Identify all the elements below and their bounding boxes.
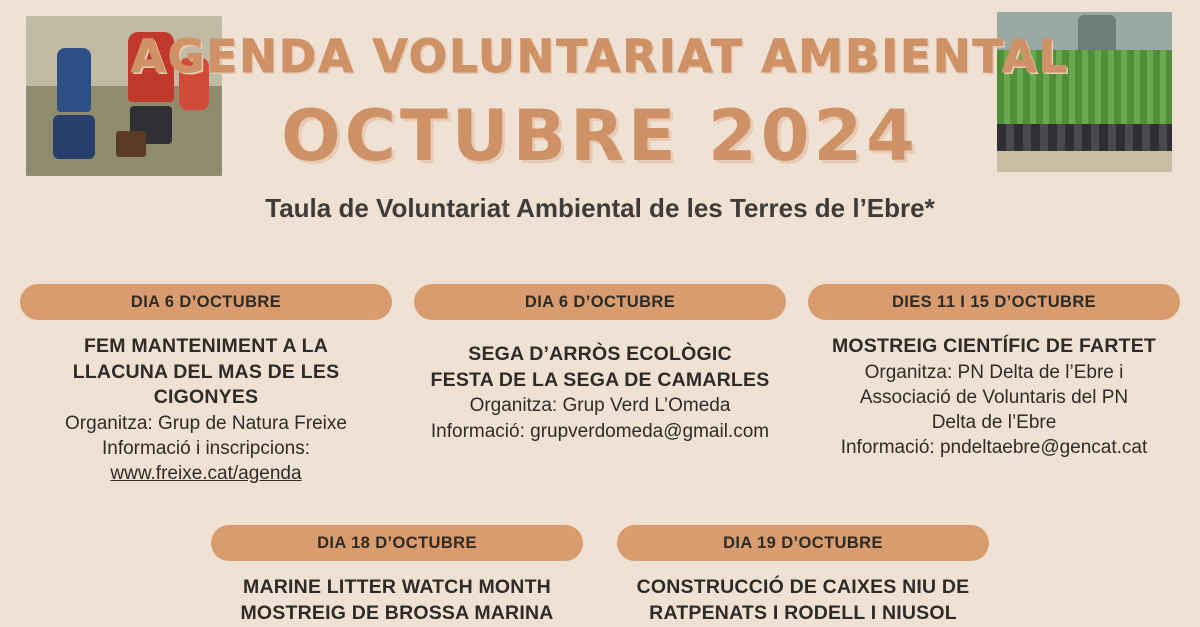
event-link[interactable]: www.freixe.cat/agenda	[110, 463, 302, 485]
event-date-badge: DIA 19 D’OCTUBRE	[617, 525, 989, 561]
event-title-line: FEM MANTENIMENT A LA	[83, 335, 329, 357]
event-date-badge: DIA 6 D’OCTUBRE	[414, 284, 786, 320]
events-row-1	[0, 284, 1200, 486]
event-details	[20, 334, 392, 486]
event-card	[211, 525, 583, 626]
event-date-badge: DIA 18 D’OCTUBRE	[211, 525, 583, 561]
event-title-line: MOSTREIG CIENTÍFIC DE FARTET	[831, 335, 1157, 357]
event-details	[211, 575, 583, 626]
event-info: Informació: pndeltaebre@gencat.cat	[840, 436, 1148, 458]
event-date-badge: DIES 11 I 15 D’OCTUBRE	[808, 284, 1180, 320]
poster-subtitle: Taula de Voluntariat Ambiental de les Terres de l’Ebre*	[265, 193, 935, 223]
event-title-line: MARINE LITTER WATCH MONTH	[243, 576, 551, 598]
events-row-2	[0, 525, 1200, 626]
event-organizer: Organitza: PN Delta de l’Ebre i	[864, 361, 1124, 383]
event-organizer: Delta de l’Ebre	[931, 411, 1057, 433]
event-organizer: Organitza: Grup Verd L’Omeda	[469, 395, 731, 417]
event-title-line: CONSTRUCCIÓ DE CAIXES NIU DE	[636, 576, 970, 598]
poster-title: AGENDA VOLUNTARIAT AMBIENTAL	[130, 30, 1070, 83]
event-title-line: SEGA D’ARRÒS ECOLÒGIC	[468, 343, 732, 365]
poster-date: OCTUBRE 2024	[281, 95, 919, 177]
event-organizer: Associació de Voluntaris del PN	[859, 386, 1129, 408]
event-info: Informació i inscripcions:	[101, 438, 311, 460]
event-card	[617, 525, 989, 626]
event-details	[808, 334, 1180, 460]
event-details	[414, 342, 786, 444]
event-details	[617, 575, 989, 626]
event-date-badge: DIA 6 D’OCTUBRE	[20, 284, 392, 320]
event-card	[414, 284, 786, 486]
event-card	[20, 284, 392, 486]
event-title-line: FESTA DE LA SEGA DE CAMARLES	[430, 368, 770, 391]
event-title-line: MOSTREIG DE BROSSA MARINA	[240, 601, 554, 624]
event-info: Informació: grupverdomeda@gmail.com	[430, 420, 770, 442]
event-organizer: Organitza: Grup de Natura Freixe	[65, 413, 347, 435]
event-title-line: LLACUNA DEL MAS DE LES CIGONYES	[72, 360, 340, 409]
event-card	[808, 284, 1180, 486]
event-title-line: RATPENATS I RODELL I NIUSOL	[649, 601, 957, 624]
